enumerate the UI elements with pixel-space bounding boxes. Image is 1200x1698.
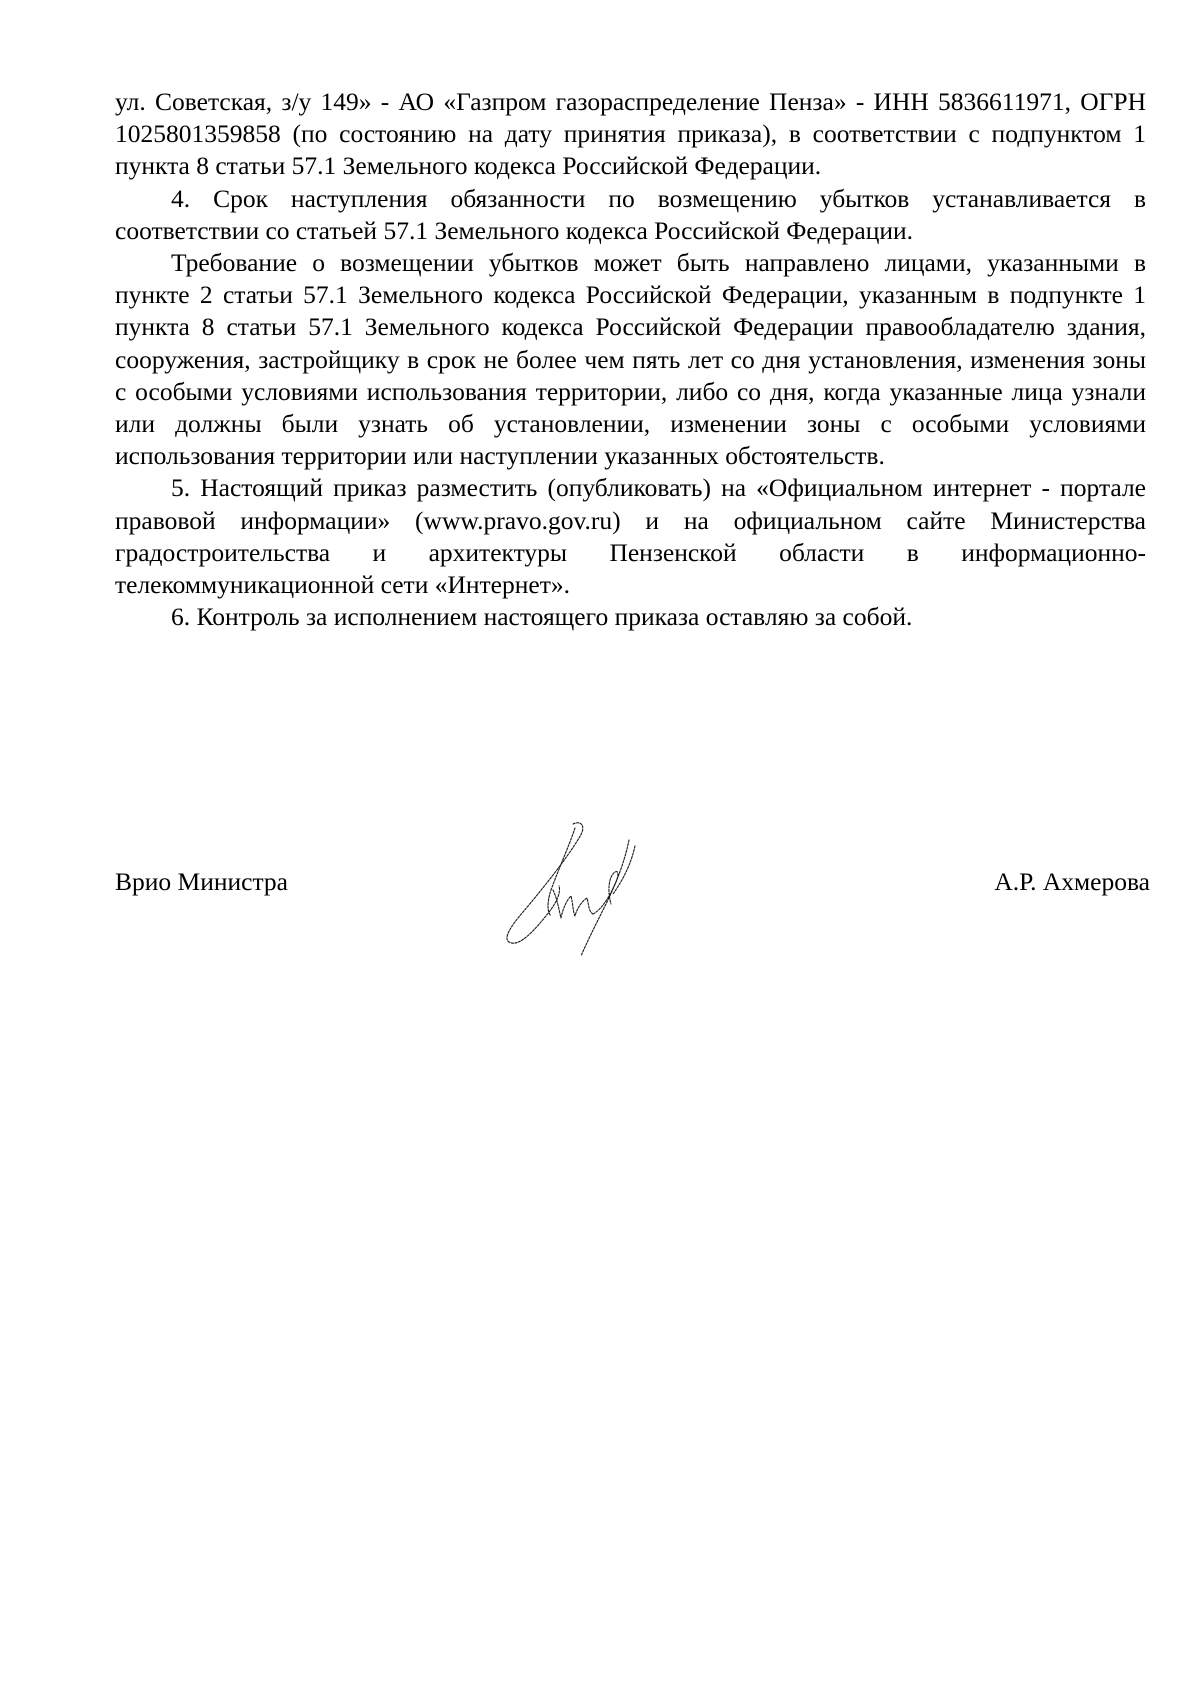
paragraph-item-4: 4. Срок наступления обязанности по возмещению убытков устанавливается в соответствии со статьей 57.1 Земельного кодекса Российской Федерации. <box>115 183 1146 245</box>
document-body <box>115 86 1146 633</box>
paragraph-item-5: 5. Настоящий приказ разместить (опубликовать) на «Официальном интернет - портале правовой информации» (www.pravo.gov.ru) и на официальном сайте Министерства градостроительства и архитектуры Пензенской области в информационно-телекоммуникационной сети «Интернет». <box>115 473 1146 600</box>
signatory-name: А.Р. Ахмерова <box>994 867 1150 896</box>
signatory-position: Врио Министра <box>115 867 288 896</box>
paragraph-continuation: ул. Советская, з/у 149» - АО «Газпром газораспределение Пенза» - ИНН 5836611971, ОГРН 1025801359858 (по состоянию на дату принятия приказа), в соответствии с подпунктом 1 пункта 8 статьи 57.1 Земельного кодекса Российской Федерации. <box>115 87 1146 181</box>
paragraph-item-6: 6. Контроль за исполнением настоящего приказа оставляю за собой. <box>171 602 913 632</box>
paragraph-requirement: Требование о возмещении убытков может быть направлено лицами, указанными в пункте 2 статьи 57.1 Земельного кодекса Российской Федерации, указанным в подпункте 1 пункта 8 статьи 57.1 Земельного кодекса Российской Федерации правообладателю здания, сооружения, застройщику в срок не более чем пять лет со дня установления, изменения зоны с особыми условиями использования территории, либо со дня, когда указанные лица узнали или должны были узнать об установлении, изменении зоны с особыми условиями использования территории или наступлении указанных обстоятельств. <box>115 248 1146 471</box>
signature-block <box>115 800 1150 950</box>
handwritten-signature <box>489 820 659 960</box>
